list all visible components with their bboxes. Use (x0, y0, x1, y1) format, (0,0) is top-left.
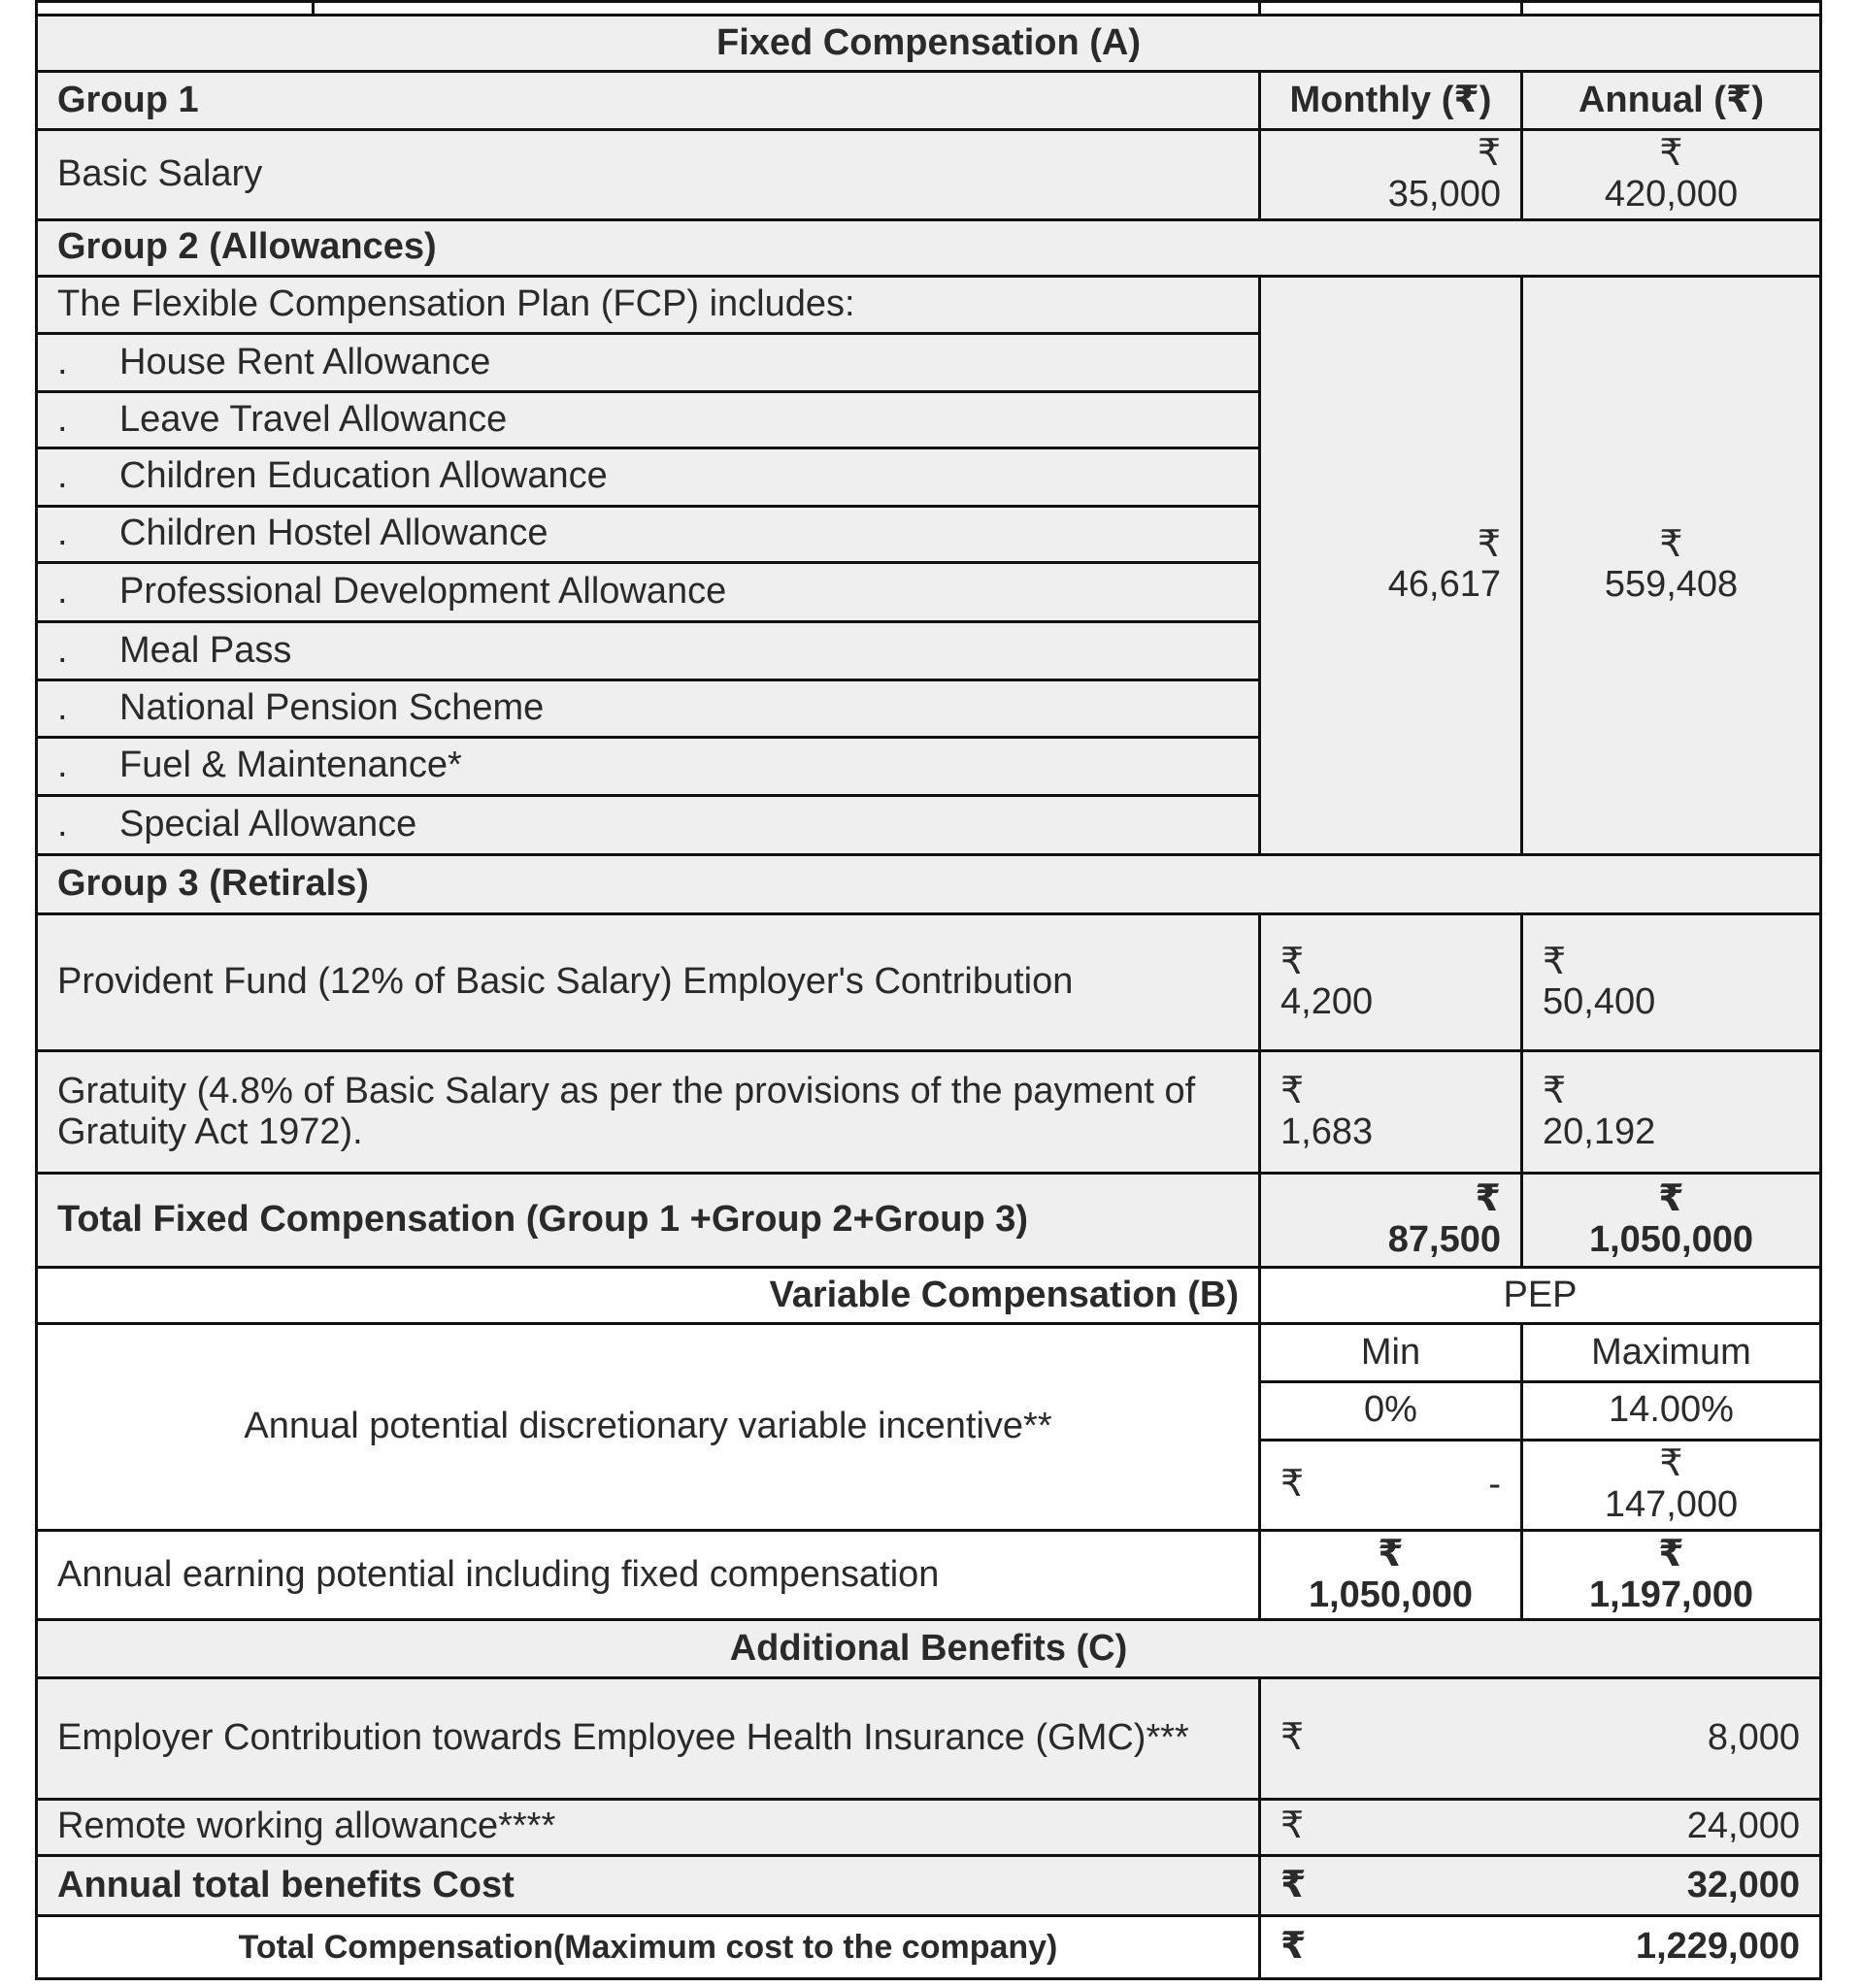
earning-potential-min (1260, 1530, 1522, 1620)
basic-monthly-value: 35,000 (1387, 173, 1501, 215)
total-fixed-label: Total Fixed Compensation (Group 1 +Group 2+Group 3) (37, 1174, 1260, 1268)
total-fixed-monthly (1260, 1174, 1522, 1268)
gmc-value: 8,000 (1707, 1716, 1800, 1758)
rupee-symbol: ₹ (1280, 1716, 1305, 1758)
pf-monthly-value: 4,200 (1280, 981, 1374, 1023)
allowance-item (37, 622, 1260, 679)
group2-annual (1522, 276, 1821, 854)
group3-label: Group 3 (Retirals) (37, 854, 1821, 913)
basic-annual-value: 420,000 (1604, 173, 1739, 215)
gratuity-label: Gratuity (4.8% of Basic Salary as per the provisions of the payment of Gratuity Act 1972). (37, 1051, 1260, 1174)
section-header-fixed (37, 16, 1821, 72)
gmc-value-cell (1260, 1677, 1821, 1799)
grand-total-row (37, 1916, 1821, 1979)
fixed-compensation-title: Fixed Compensation (A) (37, 16, 1821, 72)
bullet-dot: . (57, 341, 68, 382)
allowance-item (37, 448, 1260, 506)
rupee-symbol: ₹ (1280, 1463, 1305, 1505)
allowance-item (37, 562, 1260, 621)
max-percent: 14.00% (1522, 1381, 1821, 1440)
remote-allowance-value-cell (1260, 1799, 1821, 1855)
bullet-dot: . (57, 629, 68, 671)
remote-allowance-row (37, 1799, 1821, 1855)
group2-annual-value: 559,408 (1604, 564, 1739, 606)
allowance-label: Professional Development Allowance (119, 571, 727, 613)
rupee-symbol: ₹ (1477, 523, 1501, 565)
max-amount-value: 147,000 (1604, 1483, 1739, 1525)
group1-header-row (37, 72, 1821, 129)
incentive-label: Annual potential discretionary variable incentive** (37, 1324, 1260, 1530)
group2-header-row (37, 219, 1821, 276)
fcp-intro: The Flexible Compensation Plan (FCP) includes: (37, 276, 1260, 333)
min-header: Min (1260, 1324, 1522, 1381)
fcp-intro-row (37, 276, 1821, 333)
earning-max-value: 1,197,000 (1588, 1574, 1754, 1615)
rupee-symbol: ₹ (1659, 1443, 1683, 1485)
benefits-total-label: Annual total benefits Cost (37, 1855, 1260, 1915)
rupee-symbol: ₹ (1543, 941, 1567, 982)
variable-header-row (37, 1267, 1821, 1323)
total-fixed-row (37, 1174, 1821, 1268)
variable-compensation-title: Variable Compensation (B) (37, 1267, 1260, 1323)
rupee-symbol: ₹ (1658, 1178, 1684, 1220)
grand-total-value: 1,229,000 (1635, 1926, 1800, 1968)
additional-header-row (37, 1620, 1821, 1677)
allowance-label: Leave Travel Allowance (119, 398, 508, 440)
grand-total-value-cell (1260, 1916, 1821, 1979)
allowance-item (37, 391, 1260, 447)
gratuity-monthly (1260, 1051, 1522, 1174)
earning-potential-row (37, 1530, 1821, 1620)
pf-annual-value: 50,400 (1543, 981, 1656, 1023)
rupee-symbol: ₹ (1280, 941, 1305, 982)
basic-salary-label: Basic Salary (37, 129, 1260, 219)
allowance-item (37, 795, 1260, 854)
min-percent: 0% (1260, 1381, 1522, 1440)
rupee-symbol: ₹ (1543, 1070, 1567, 1111)
bullet-dot: . (57, 571, 68, 613)
provident-fund-label: Provident Fund (12% of Basic Salary) Employer's Contribution (37, 914, 1260, 1051)
remote-allowance-label: Remote working allowance**** (37, 1799, 1260, 1855)
allowance-label: National Pension Scheme (119, 687, 545, 729)
earning-potential-max (1522, 1530, 1821, 1620)
group3-header-row (37, 854, 1821, 913)
bullet-dot: . (57, 455, 68, 497)
group2-label: Group 2 (Allowances) (37, 219, 1821, 276)
gratuity-annual-value: 20,192 (1543, 1110, 1656, 1152)
max-amount (1522, 1441, 1821, 1531)
basic-salary-row (37, 129, 1821, 219)
total-fixed-annual (1522, 1174, 1821, 1268)
gmc-row (37, 1677, 1821, 1799)
basic-salary-annual (1522, 129, 1821, 219)
rupee-symbol: ₹ (1378, 1533, 1404, 1574)
bullet-dot: . (57, 687, 68, 729)
rupee-symbol: ₹ (1280, 1806, 1305, 1847)
provident-fund-row (37, 914, 1821, 1051)
rupee-symbol: ₹ (1475, 1178, 1501, 1220)
rupee-symbol: ₹ (1280, 1864, 1307, 1905)
allowance-label: House Rent Allowance (119, 341, 491, 382)
provident-fund-monthly (1260, 914, 1522, 1051)
allowance-item (37, 738, 1260, 795)
rupee-symbol: ₹ (1280, 1926, 1307, 1968)
max-header: Maximum (1522, 1324, 1821, 1381)
variable-minmax-row (37, 1324, 1821, 1381)
rupee-symbol: ₹ (1477, 132, 1501, 174)
benefits-total-row (37, 1855, 1821, 1915)
allowance-label: Children Education Allowance (119, 455, 608, 497)
allowance-label: Fuel & Maintenance* (119, 745, 462, 786)
total-annual-value: 1,050,000 (1588, 1219, 1754, 1261)
rupee-symbol: ₹ (1280, 1070, 1305, 1111)
gratuity-annual (1522, 1051, 1821, 1174)
provident-fund-annual (1522, 914, 1821, 1051)
min-amount-value: - (1488, 1463, 1501, 1505)
group1-label: Group 1 (37, 72, 1260, 129)
group2-monthly (1260, 276, 1522, 854)
allowance-label: Special Allowance (119, 803, 417, 845)
monthly-header: Monthly (₹) (1260, 72, 1522, 129)
rupee-symbol: ₹ (1659, 132, 1683, 174)
allowance-label: Meal Pass (119, 629, 292, 671)
additional-benefits-title: Additional Benefits (C) (37, 1620, 1821, 1677)
annual-header: Annual (₹) (1522, 72, 1821, 129)
remote-allowance-value: 24,000 (1686, 1806, 1800, 1847)
grand-total-label: Total Compensation(Maximum cost to the company) (37, 1916, 1260, 1979)
pep-header: PEP (1260, 1267, 1821, 1323)
gratuity-monthly-value: 1,683 (1280, 1110, 1374, 1152)
bullet-dot: . (57, 803, 68, 845)
benefits-total-value-cell (1260, 1855, 1821, 1915)
benefits-total-value: 32,000 (1686, 1864, 1800, 1905)
compensation-table (35, 0, 1822, 1980)
total-monthly-value: 87,500 (1387, 1219, 1501, 1261)
gratuity-row (37, 1051, 1821, 1174)
bullet-dot: . (57, 513, 68, 554)
min-amount (1260, 1441, 1522, 1531)
group2-monthly-value: 46,617 (1387, 564, 1501, 606)
bullet-dot: . (57, 398, 68, 440)
rupee-symbol: ₹ (1659, 523, 1683, 565)
allowance-label: Children Hostel Allowance (119, 513, 548, 554)
basic-salary-monthly (1260, 129, 1522, 219)
allowance-item (37, 334, 1260, 391)
rupee-symbol: ₹ (1658, 1533, 1684, 1574)
cropped-top-row (37, 2, 1821, 16)
earning-min-value: 1,050,000 (1308, 1574, 1474, 1615)
bullet-dot: . (57, 745, 68, 786)
gmc-label: Employer Contribution towards Employee Health Insurance (GMC)*** (37, 1677, 1260, 1799)
allowance-item (37, 506, 1260, 562)
earning-potential-label: Annual earning potential including fixed compensation (37, 1530, 1260, 1620)
allowance-item (37, 679, 1260, 737)
